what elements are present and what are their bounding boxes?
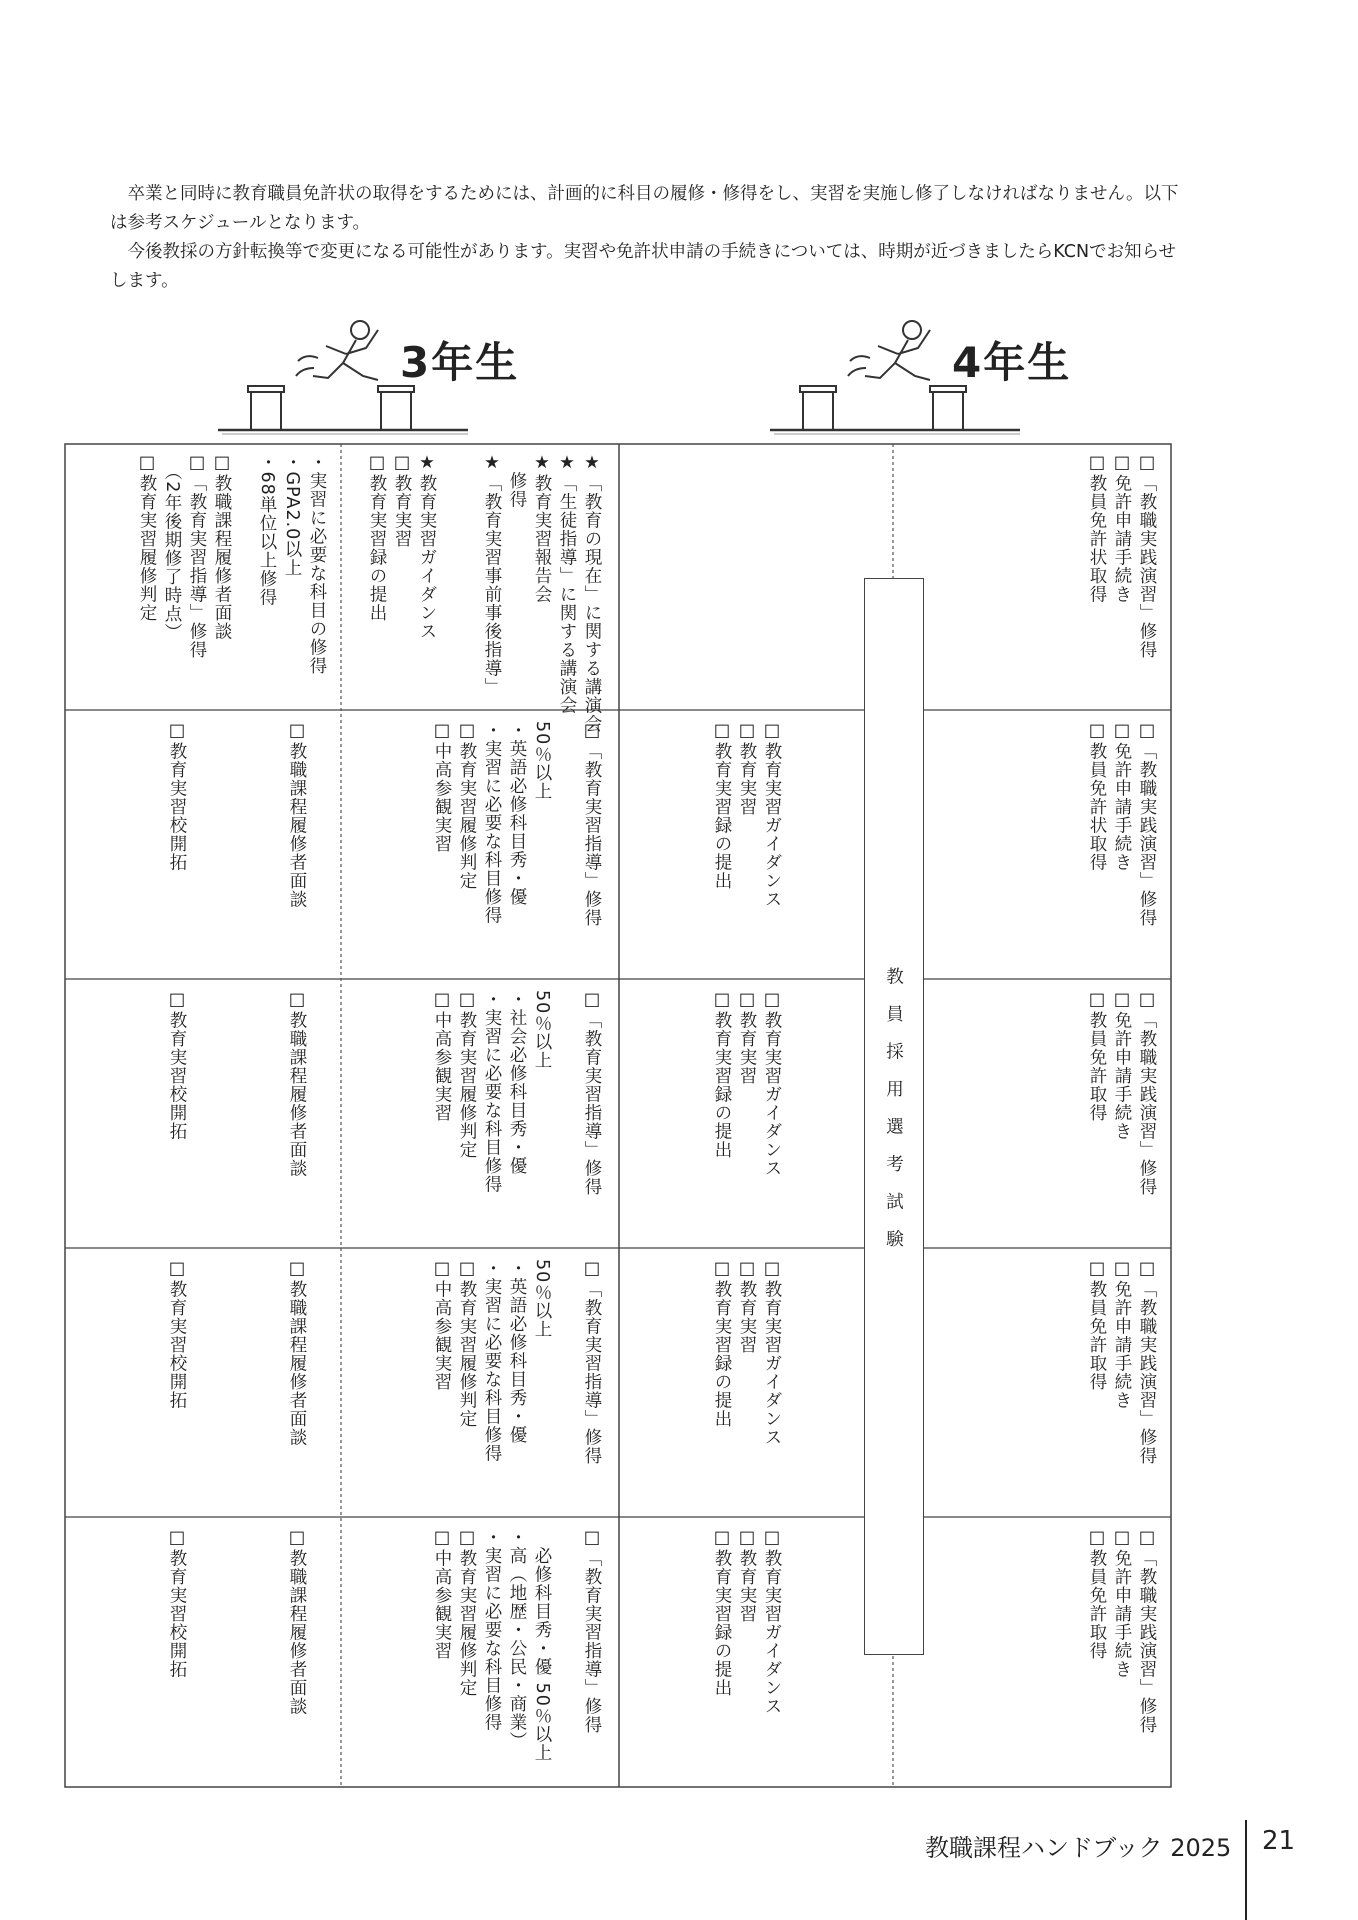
cell-y4b: □「教職実践演習」修得 □免許申請手続き □教員免許取得 (1087, 990, 1157, 1196)
cell-y4a: □教育実習ガイダンス □教育実習 □教育実習録の提出 (712, 1528, 782, 1716)
footer-divider (1245, 1820, 1247, 1920)
year4-title: 4年生 (952, 338, 1072, 387)
cell-y3d: □「教育実習指導」修得 50％以上 ・英語必修科目秀・優 ・実習に必要な科目修得 □教育実習履修判定 □中高参観実習 (432, 1259, 602, 1465)
cell-y3b: □教職課程履修者面談 (287, 990, 307, 1178)
cell-y3a: □教育実習校開拓 (167, 721, 187, 872)
cell-y3d: □「教育実習指導」修得 50％以上 ・英語必修科目秀・優 ・実習に必要な科目修得 □教育実習履修判定 □中高参観実習 (432, 721, 602, 927)
cell-y3a: □教育実習校開拓 (167, 990, 187, 1141)
cell-y4a: □教育実習ガイダンス □教育実習 □教育実習録の提出 (712, 990, 782, 1178)
cell-y4b: □「教職実践演習」修得 □免許申請手続き □教員免許取得 (1087, 1259, 1157, 1465)
year3-header (218, 318, 538, 438)
cell-y3d: ★「教育の現在」に関する講演会 ★「生徒指導」に関する講演会 ★教育実習報告会 修得 ★「教育実習事前事後指導」 (482, 453, 602, 733)
cell-y3a: □教育実習校開拓 (167, 1528, 187, 1679)
exam-box (864, 578, 924, 1655)
cell-y4a: □教育実習ガイダンス □教育実習 □教育実習録の提出 (712, 721, 782, 909)
cell-y3b: □教職課程履修者面談 (287, 721, 307, 909)
cell-y4b: □「教職実践演習」修得 □免許申請手続き □教員免許状取得 (1087, 721, 1157, 927)
cell-y3b: □教職課程履修者面談 (287, 1528, 307, 1716)
cell-y3d: □「教育実習指導」修得 50％以上 ・社会必修科目秀・優 ・実習に必要な科目修得 □教育実習履修判定 □中高参観実習 (432, 990, 602, 1196)
cell-y4a: □教育実習ガイダンス □教育実習 □教育実習録の提出 (712, 1259, 782, 1447)
cell-y3b: □教職課程履修者面談 (287, 1259, 307, 1447)
cell-y3a: □教職課程履修者面談 □「教育実習指導」修得 （2年後期修了時点） □教育実習履修判定 (137, 453, 232, 659)
schedule-table (64, 443, 1172, 1788)
cell-y3b: ・実習に必要な科目の修得 ・GPA2.0以上 ・68単位以上修得 (257, 453, 327, 675)
cell-y4b: □「教職実践演習」修得 □免許申請手続き □教員免許取得 (1087, 1528, 1157, 1734)
cell-y4b: □「教職実践演習」修得 □免許申請手続き □教員免許状取得 (1087, 453, 1157, 659)
cell-y3c: ★教育実習ガイダンス □教育実習 □教育実習録の提出 (367, 453, 437, 641)
intro-text (110, 180, 1190, 296)
year4-header (770, 318, 1090, 438)
cell-y3a: □教育実習校開拓 (167, 1259, 187, 1410)
footer-title: 教職課程ハンドブック 2025 (925, 1834, 1232, 1862)
intro-paragraph-2: 今後教採の方針転換等で変更になる可能性があります。実習や免許状申請の手続きについては、時期が近づきましたらKCNでお知らせします。 (110, 242, 1177, 291)
intro-paragraph-1: 卒業と同時に教育職員免許状の取得をするためには、計画的に科目の履修・修得をし、実習を実施し修了しなければなりません。以下は参考スケジュールとなります。 (110, 184, 1179, 233)
page-number: 21 (1262, 1826, 1296, 1856)
cell-y3d: □「教育実習指導」修得 必修科目秀・優 50％以上 ・高（地歴・公民・商業） ・実習に必要な科目修得 □教育実習履修判定 □中高参観実習 (432, 1528, 602, 1763)
exam-label: 教員採用選考試験 (883, 966, 904, 1267)
year3-title: 3年生 (400, 338, 520, 387)
